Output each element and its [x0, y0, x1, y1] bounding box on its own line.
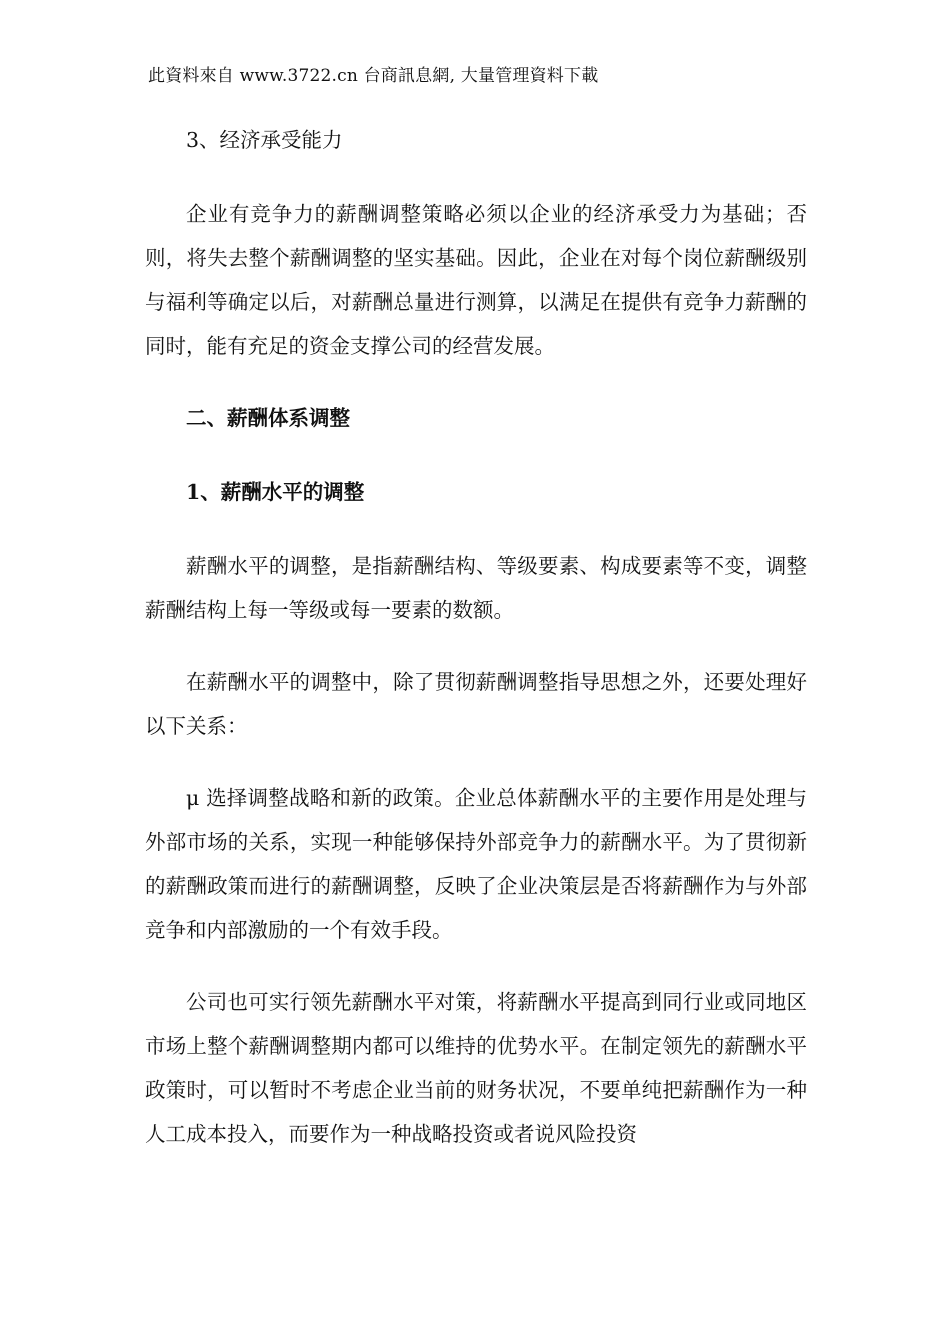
section-heading-compensation-adjustment: 二、薪酬体系调整 [186, 406, 350, 430]
paragraph-relationships-intro: 在薪酬水平的调整中，除了贯彻薪酬调整指导思想之外，还要处理好以下关系： [145, 670, 807, 738]
paragraph-salary-level-definition: 薪酬水平的调整，是指薪酬结构、等级要素、构成要素等不变，调整薪酬结构上每一等级或每一要素的数额。 [145, 554, 807, 622]
section-heading-economic-capacity: 3、经济承受能力 [186, 128, 343, 152]
paragraph-economic-capacity: 企业有竞争力的薪酬调整策略必须以企业的经济承受力为基础；否则，将失去整个薪酬调整的坚实基础。因此，企业在对每个岗位薪酬级别与福利等确定以后，对薪酬总量进行测算，以满足在提供有竞争力薪酬的同时，能有充足的资金支撑公司的经营发展。 [145, 202, 807, 358]
subsection-heading-salary-level: 1、薪酬水平的调整 [186, 480, 365, 504]
source-header: 此資料來自 www.3722.cn 台商訊息網, 大量管理資料下載 [148, 66, 599, 86]
paragraph-strategy-policy: μ 选择调整战略和新的政策。企业总体薪酬水平的主要作用是处理与外部市场的关系，实现一种能够保持外部竞争力的薪酬水平。为了贯彻新的薪酬政策而进行的薪酬调整，反映了企业决策层是否将薪酬作为与外部竞争和内部激励的一个有效手段。 [145, 786, 807, 942]
paragraph-leading-salary-policy: 公司也可实行领先薪酬水平对策，将薪酬水平提高到同行业或同地区市场上整个薪酬调整期内都可以维持的优势水平。在制定领先的薪酬水平政策时，可以暂时不考虑企业当前的财务状况，不要单纯把薪酬作为一种人工成本投入，而要作为一种战略投资或者说风险投资 [145, 990, 807, 1146]
document-body [145, 118, 807, 1156]
